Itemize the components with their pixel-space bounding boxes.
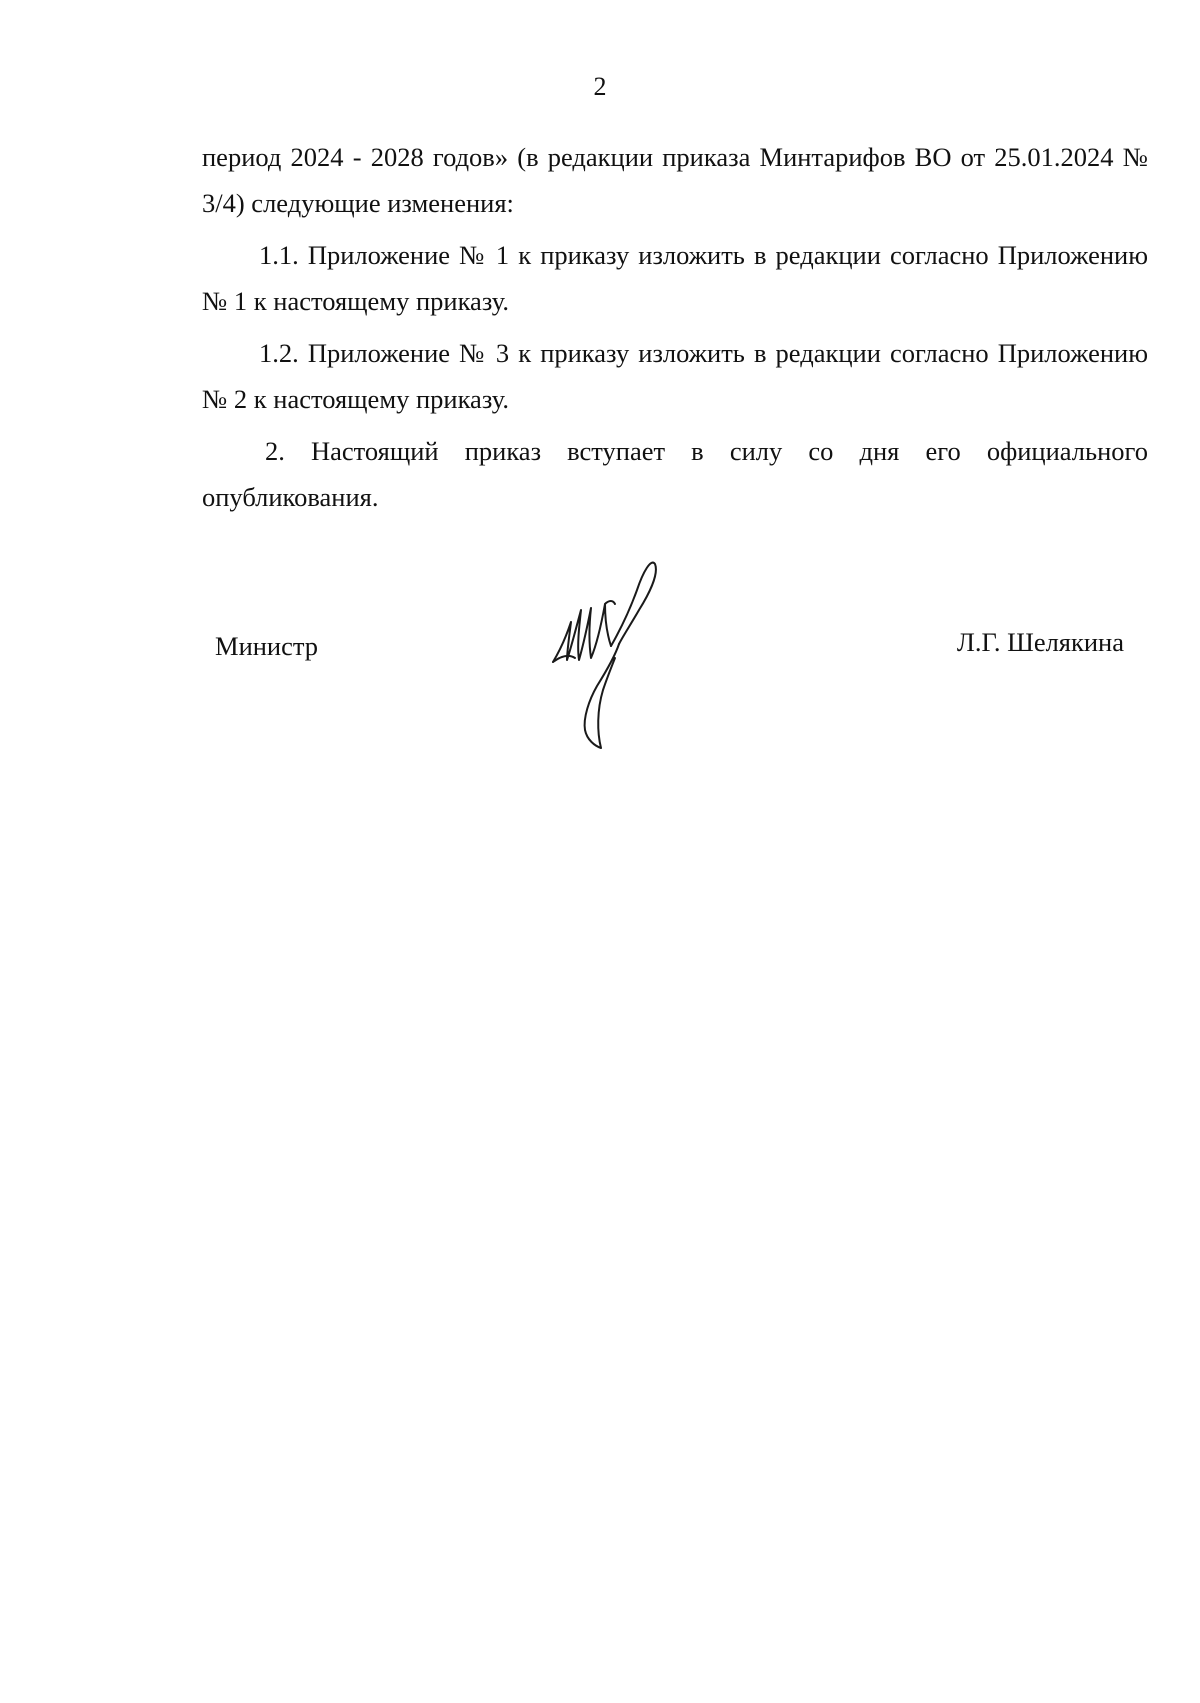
document-body (202, 134, 1148, 526)
signatory-name: Л.Г. Шелякина (956, 627, 1124, 657)
paragraph-item-1-1: 1.1. Приложение № 1 к приказу изложить в редакции согласно Приложению № 1 к настоящему приказу. (202, 240, 1148, 316)
paragraph-item-2: 2. Настоящий приказ вступает в силу со дня его официального опубликования. (202, 436, 1148, 512)
paragraph-intro-continuation: период 2024 - 2028 годов» (в редакции приказа Минтарифов ВО от 25.01.2024 № 3/4) следующие изменения: (202, 142, 1148, 218)
signature-block (0, 560, 1200, 760)
page-number: 2 (593, 72, 607, 101)
signatory-title: Министр (215, 631, 319, 661)
paragraph-item-1-2: 1.2. Приложение № 3 к приказу изложить в редакции согласно Приложению № 2 к настоящему приказу. (202, 338, 1148, 414)
handwritten-signature (545, 560, 675, 750)
